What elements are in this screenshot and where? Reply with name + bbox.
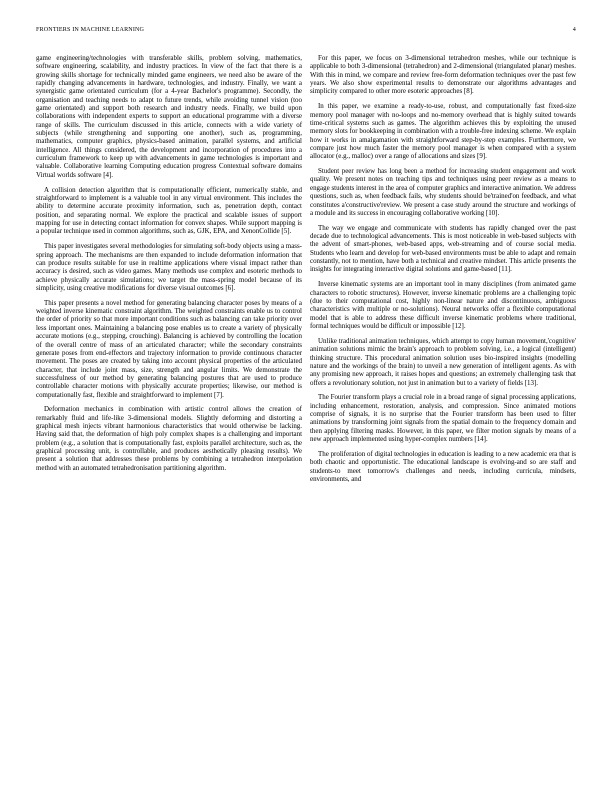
- paragraph: This paper presents a novel method for generating balancing character poses by means of a weighted inverse kinematic constraint algorithm. The weighted constraints enable us to control the order of priority so that more important conditions such as balancing can take priority over less important ones. Maintaining a balancing pose enables us to create a variety of physically accurate motions (e.g., stepping, crouching). Balancing is achieved by controlling the location of the overall centre of mass of an articulated character; while the secondary constraints generate poses from end-effectors and trajectory information to provide continuous character movement. The poses are created by taking into account physical properties of the articulated character, that include joint mass, size, strength and angular limits. We demonstrate the successfulness of our method by generating balancing postures that are used to produce controllable character motions with physically accurate properties; likewise, our method is computationally fast, flexible and straightforward to implement [7].: [36, 298, 302, 399]
- paragraph: This paper investigates several methodologies for simulating soft-body objects using a mass- spring approach. The mechanisms are then expanded to include deformation information that can produce results suitable for use in realtime applications where visual impact rather than accuracy is desired, such as video games. Many methods use complex and esoteric methods to achieve physically accurate simulations; we target the mass-spring model because of its simplicity, using creative modifications for diverse visual outcomes [6].: [36, 242, 302, 292]
- paragraph: A collision detection algorithm that is computationally efficient, numerically stable, and straightforward to implement is a valuable tool in any virtual environment. This includes the ability to determine accurate proximity information, such as, penetration depth, contact position, and separating normal. We explore the practical and scalable issues of support mapping for use in detecting contact information for convex shapes. While support mapping is a popular technique used in common algorithms, such as, GJK, EPA, and XenonCollide [5].: [36, 185, 302, 236]
- paragraph: game engineering/technologies with transferable skills, problem solving, mathematics, software engineering, scalability, and industry practices. In view of the fact that there is a growing skills shortage for technically minded game engineers, we need also be aware of the rapidly changing advancements in hardware, technologies, and industry. Finally, we want a synergistic game orientated curriculum (for a 4-year Bachelor's programme). Secondly, the organisation and teaching needs to adapt to future trends, while avoiding tunnel vision (too game orientated) and support both research and industry needs. Finally, we build upon collaborations with independent experts to support an educational programme with a diverse range of skills. The curriculum discussed in this article, connects with a wide variety of subjects (while strengthening and supporting one another), such as, programming, mathematics, computer graphics, physics-based animation, parallel systems, and artificial intelligence. All things considered, the development and incorporation of procedures into a curriculum framework to keep up with advancements in game technologies is important and valuable. Collaborative learning Computing education progress Contextual software domains Virtual worlds software [4].: [36, 54, 302, 179]
- paragraph: Deformation mechanics in combination with artistic control allows the creation of remarkably fluid and life-like 3-dimensional models. Slightly deforming and distorting a graphical mesh injects vibrant harmonious characteristics that would otherwise be lacking. Having said that, the deformation of high poly complex shapes is a challenging and important problem (e.g., a solution that is computationally fast, exploits parallel architecture, such as, the graphical processing unit, is controllable, and produces aesthetically pleasing results). We present a solution that addresses these problems by combining a tetrahedron interpolation method with an automated tetrahedronisation partitioning algorithm.: [36, 405, 302, 472]
- left-column: [36, 54, 302, 479]
- paragraph: For this paper, we focus on 3-dimensional tetrahedron meshes, while our technique is applicable to both 3-dimensional (tetrahedron) and 2-dimensional (triangulated planar) meshes. With this in mind, we compare and review free-form deformation techniques over the past few years. We also show experimental results to demonstrate our algorithms advantages and simplicity compared to other more esoteric approaches [8].: [310, 54, 576, 96]
- paragraph: Inverse kinematic systems are an important tool in many disciplines (from animated game characters to robotic structures). However, inverse kinematic problems are a challenging topic (due to their computational cost, highly non-linear nature and discontinuous, ambiguous characteristics with multiple or no-solutions). Neural networks offer a flexible computational model that is able to address these difficult inverse kinematic problems where traditional, formal techniques would be difficult or impossible [12].: [310, 280, 576, 330]
- page-number: 4: [572, 27, 576, 33]
- paragraph: Unlike traditional animation techniques, which attempt to copy human movement,'cognitive' animation solutions mimic the brain's approach to problem solving, i.e., a logical (intelligent) thinking structure. This procedural animation solution uses bio-inspired insights (modelling nature and the workings of the brain) to unveil a new generation of intelligent agents. As with any promising new approach, it raises hopes and questions; an extremely challenging task that offers a revolutionary solution, not just in animation but to a variety of fields [13].: [310, 336, 576, 387]
- paragraph: In this paper, we examine a ready-to-use, robust, and computationally fast fixed-size memory pool manager with no-loops and no-memory overhead that is highly suited towards time-critical systems such as games. The algorithm achieves this by exploiting the unused memory slots for bookkeeping in combination with a trouble-free indexing scheme. We explain how it works in amalgamation with straightforward step-by-step examples. Furthermore, we compare just how much faster the memory pool manager is when compared with a system allocator (e.g., malloc) over a range of allocations and sizes [9].: [310, 102, 576, 161]
- paragraph: The Fourier transform plays a crucial role in a broad range of signal processing applications, including enhancement, restoration, analysis, and compression. Since animated motions comprise of signals, it is no surprise that the Fourier transform has been used to filter animations by transforming joint signals from the spatial domain to the frequency domain and then applying filtering masks. However, in this paper, we filter motion signals by means of a new approach implemented using hyper-complex numbers [14].: [310, 393, 576, 444]
- running-header: [36, 27, 576, 39]
- paragraph: Student peer review has long been a method for increasing student engagement and work quality. We present notes on teaching tips and techniques using peer review as a means to engage students interest in the area of computer graphics and interactive animation. We address questions, such as, when feedback fails, why students should be'trained'on feedback, and what constitutes a'constructive'review. We present a case study around the structure and workings of a module and its success in encouraging collaborative working [10].: [310, 167, 576, 217]
- paragraph: The proliferation of digital technologies in education is leading to a new academic era that is both chaotic and opportunistic. The educational landscape is evolving-and so are staff and students-to meet tomorrow's challenges and needs, including curricula, mindsets, environments, and: [310, 449, 576, 483]
- paragraph: The way we engage and communicate with students has rapidly changed over the past decade due to technological advancements. This is most noticeable in web-based subjects with the advent of smart-phones, web-based apps, web-streaming and of course social media. Students who learn and develop for web-based environments must be able to adapt and remain constantly, not to mention, have both a technical and creative mindset. This article presents the insights for integrating interactive digital solutions and game-based [11].: [310, 223, 576, 274]
- journal-title: FRONTIERS IN MACHINE LEARNING: [36, 27, 145, 33]
- right-column: [310, 54, 576, 490]
